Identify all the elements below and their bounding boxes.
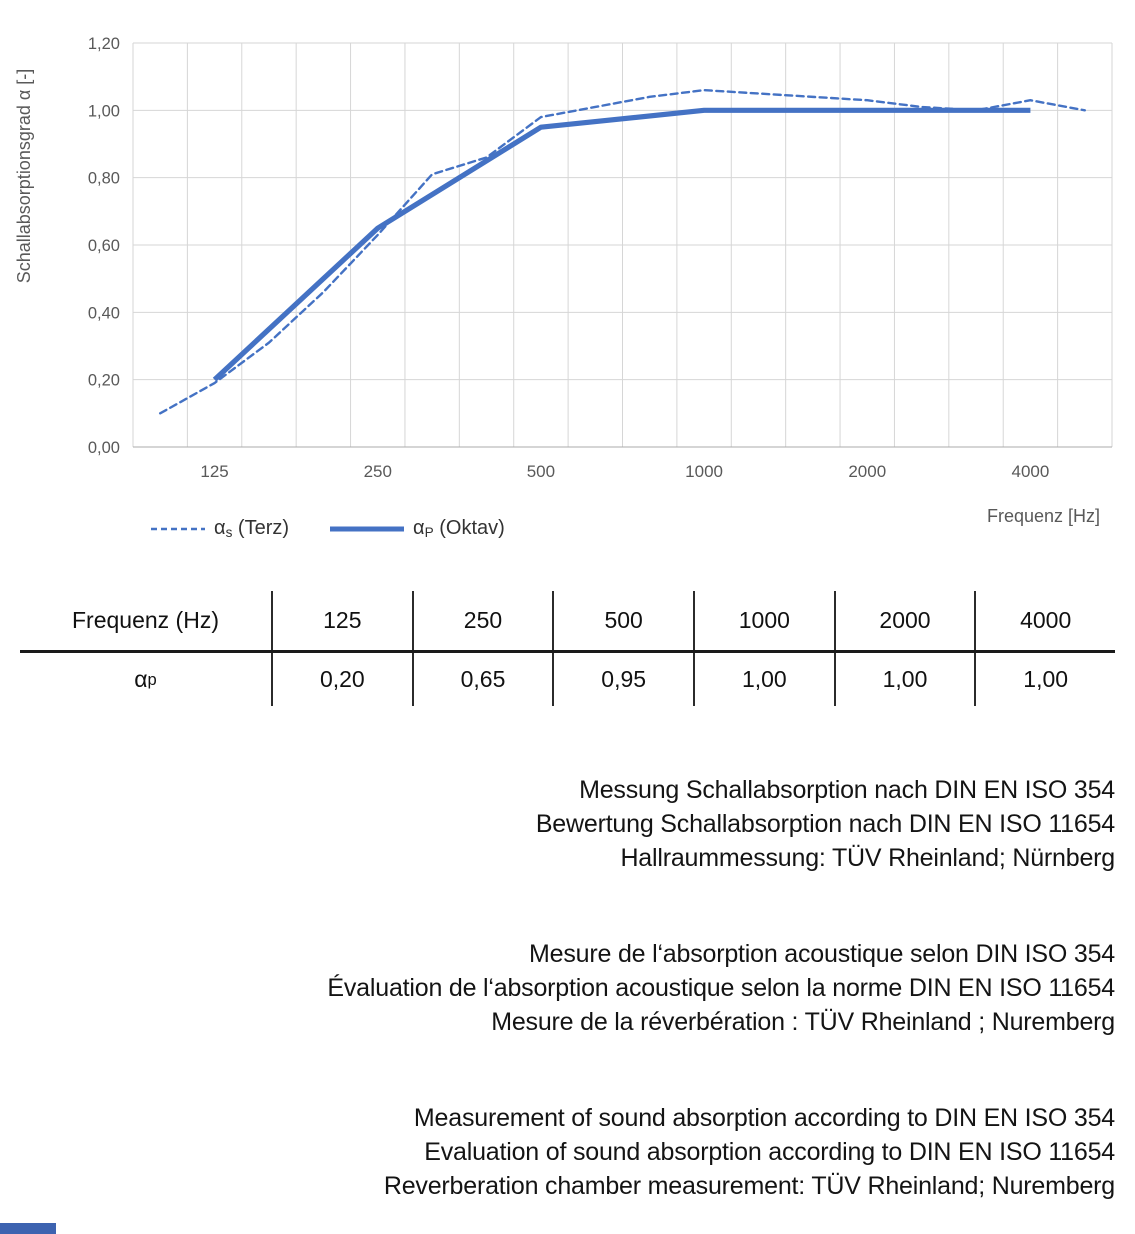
x-axis-tick-labels (200, 462, 1049, 481)
note-line: Mesure de l‘absorption acoustique selon DIN ISO 354 (529, 940, 1115, 968)
table-row-label: α p (134, 666, 157, 692)
legend-label-terz: $\alpha_s$ (Terz) (214, 517, 290, 540)
chart-gridlines (133, 43, 1112, 447)
measurement-notes (0, 773, 1115, 1234)
table-header-cell: 500 (552, 591, 693, 650)
table-header-cell: 1000 (693, 591, 834, 650)
svg-text:500: 500 (526, 462, 556, 481)
svg-text:0,60: 0,60 (87, 237, 120, 255)
note-line: Messung Schallabsorption nach DIN EN ISO 354 (579, 776, 1115, 804)
table-value-cell: 0,95 (552, 653, 693, 706)
y-axis-title: Schallabsorptionsgrad α [-] (14, 68, 34, 284)
table-value-cell: 1,00 (974, 653, 1115, 706)
y-axis-tick-labels (88, 35, 120, 457)
table-value-cell: 1,00 (834, 653, 975, 706)
notes-german (0, 773, 1115, 875)
note-line: Measurement of sound absorption according to DIN EN ISO 354 (413, 1104, 1115, 1132)
table-header-cell: 125 (271, 591, 412, 650)
table-value-cell: 0,65 (412, 653, 553, 706)
dashed-line-sample (150, 525, 206, 533)
legend-item-alpha-s-terz (150, 517, 289, 540)
svg-text:125: 125 (200, 462, 229, 481)
table-header-cell: Frequenz (Hz) (72, 607, 219, 633)
table-header-cell: 4000 (974, 591, 1115, 650)
svg-text:250: 250 (363, 462, 392, 481)
notes-french (0, 937, 1115, 1039)
svg-text:1,20: 1,20 (87, 35, 120, 53)
legend-label-oktav: $\alpha_P$ (Oktav) (413, 517, 505, 540)
x-axis-title: Frequenz [Hz] (986, 506, 1100, 526)
svg-text:2000: 2000 (848, 462, 887, 481)
chart-legend (150, 517, 505, 540)
svg-text:0,20: 0,20 (87, 371, 120, 390)
note-line: Hallraummessung: TÜV Rheinland; Nürnberg (620, 844, 1115, 872)
note-line: Mesure de la réverbération : TÜV Rheinland ; Nuremberg (491, 1008, 1115, 1036)
absorption-table (20, 591, 1115, 706)
note-line: Évaluation de l‘absorption acoustique selon la norme DIN EN ISO 11654 (327, 974, 1115, 1002)
table-header-cell: 250 (412, 591, 553, 650)
svg-text:4000: 4000 (1011, 462, 1050, 481)
table-value-cell: 0,20 (271, 653, 412, 706)
legend-item-alpha-p-oktav (329, 517, 505, 540)
svg-text:0,40: 0,40 (87, 304, 120, 323)
svg-text:1000: 1000 (685, 462, 723, 481)
note-line: Reverberation chamber measurement: TÜV Rheinland; Nuremberg (383, 1172, 1115, 1200)
table-value-cell: 1,00 (693, 653, 834, 706)
svg-text:1,00: 1,00 (87, 102, 120, 121)
note-line: Bewertung Schallabsorption nach DIN EN ISO 11654 (535, 810, 1115, 838)
note-line: Evaluation of sound absorption according to DIN EN ISO 11654 (424, 1138, 1115, 1166)
svg-text:0,00: 0,00 (87, 439, 120, 457)
svg-text:0,80: 0,80 (87, 169, 120, 188)
absorption-line-chart (0, 0, 1135, 495)
footer-accent-bar (0, 1223, 56, 1234)
solid-line-sample (329, 525, 405, 533)
notes-english (0, 1101, 1115, 1203)
table-header-cell: 2000 (834, 591, 975, 650)
